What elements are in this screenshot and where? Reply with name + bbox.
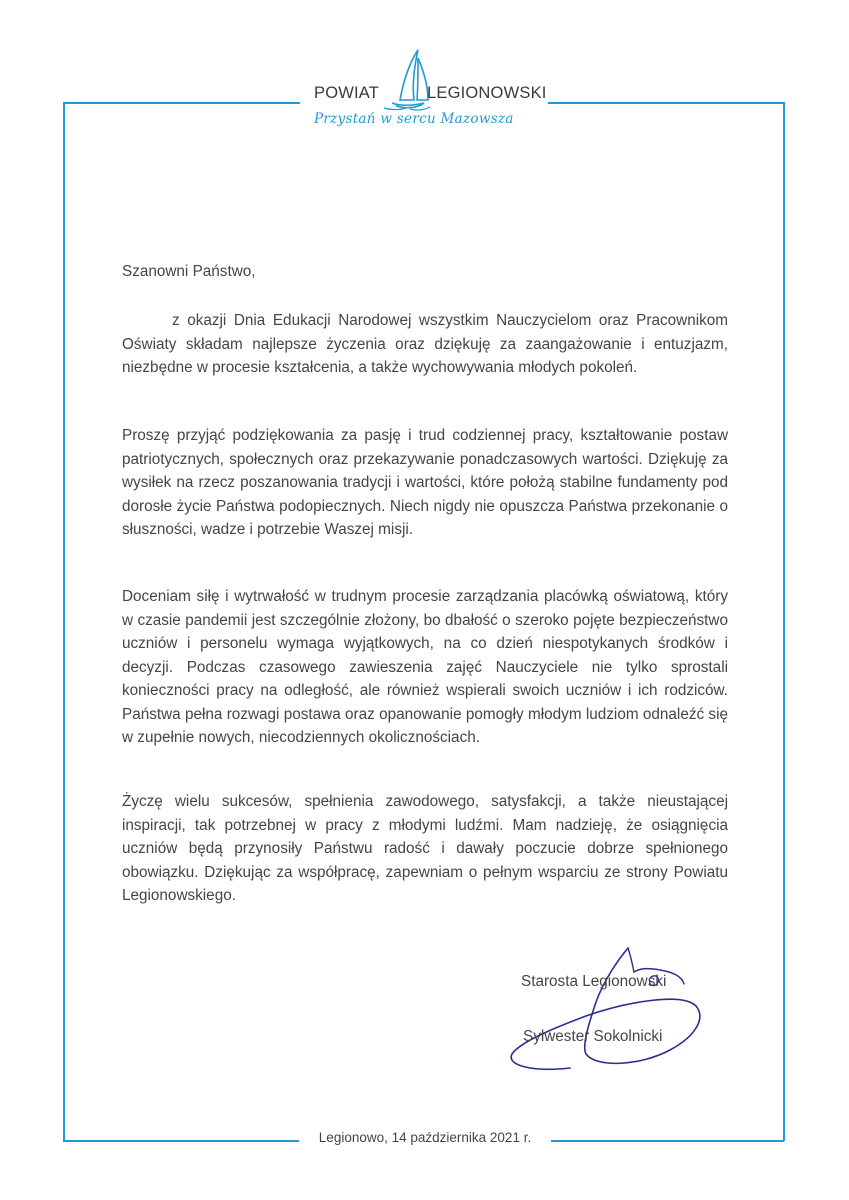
logo-text-powiat: POWIAT xyxy=(314,84,380,102)
frame-bottom-right-border xyxy=(551,1140,784,1142)
signature-title: Starosta Legionowski xyxy=(521,973,667,990)
frame-right-border xyxy=(783,102,785,1141)
logo-tagline: Przystań w sercu Mazowsza xyxy=(314,111,514,127)
handwritten-signature xyxy=(500,940,720,1080)
frame-top-right-border xyxy=(548,102,784,104)
salutation: Szanowni Państwo, xyxy=(122,263,256,280)
signature-name: Sylwester Sokolnicki xyxy=(523,1028,663,1045)
frame-left-border xyxy=(63,102,65,1141)
frame-bottom-left-border xyxy=(63,1140,299,1142)
letter-paragraph-3: Doceniam siłę i wytrwałość w trudnym procesie zarządzania placówką oświatową, który w czasie pandemii jest szczególnie złożony, bo dbałość o szeroko pojęte bezpieczeństwo uczniów i personelu wymaga wyjątkowych, na co dzień niespotykanych środków i decyzji. Podczas czasowego zawieszenia zajęć Nauczyciele nie tylko sprostali konieczności pracy na odległość, ale również wspierali swoich uczniów i ich rodziców. Państwa pełna rozwagi postawa oraz opanowanie pomogły młodym ludziom odnaleźć się w zupełnie nowych, niecodziennych okolicznościach. xyxy=(122,588,728,746)
letter-paragraph-4: Życzę wielu sukcesów, spełnienia zawodowego, satysfakcji, a także nieustającej inspiracji, tak potrzebnej w pracy z młodymi ludźmi. Mam nadzieję, że osiągnięcia uczniów będą przynosiły Państwu radość i dawały poczucie dobrze spełnionego obowiązku. Dziękując za współpracę, zapewniam o pełnym wsparciu ze strony Powiatu Legionowskiego. xyxy=(122,793,728,904)
letter-paragraph-2: Proszę przyjąć podziękowania za pasję i trud codziennej pracy, kształtowanie postaw patriotycznych, społecznych oraz przekazywanie ponadczasowych wartości. Dziękuję za wysiłek na rzecz poszanowania tradycji i wartości, które położą stabilne fundamenty pod dorosłe życie Państwa podopiecznych. Niech nigdy nie opuszcza Państwa przekonanie o słuszności, wadze i potrzebie Waszej misji. xyxy=(122,427,728,538)
frame-top-left-border xyxy=(63,102,300,104)
place-and-date: Legionowo, 14 października 2021 r. xyxy=(318,1130,532,1145)
powiat-logo xyxy=(300,48,550,138)
logo-text-legionowski: LEGIONOWSKI xyxy=(427,84,547,102)
letter-paragraph-1: z okazji Dnia Edukacji Narodowej wszystkim Nauczycielom oraz Pracownikom Oświaty składam najlepsze życzenia oraz dziękuję za zaangażowanie i entuzjazm, niezbędne w procesie kształcenia, a także wychowywania młodych pokoleń. xyxy=(122,312,728,376)
signature-block xyxy=(500,940,720,1080)
